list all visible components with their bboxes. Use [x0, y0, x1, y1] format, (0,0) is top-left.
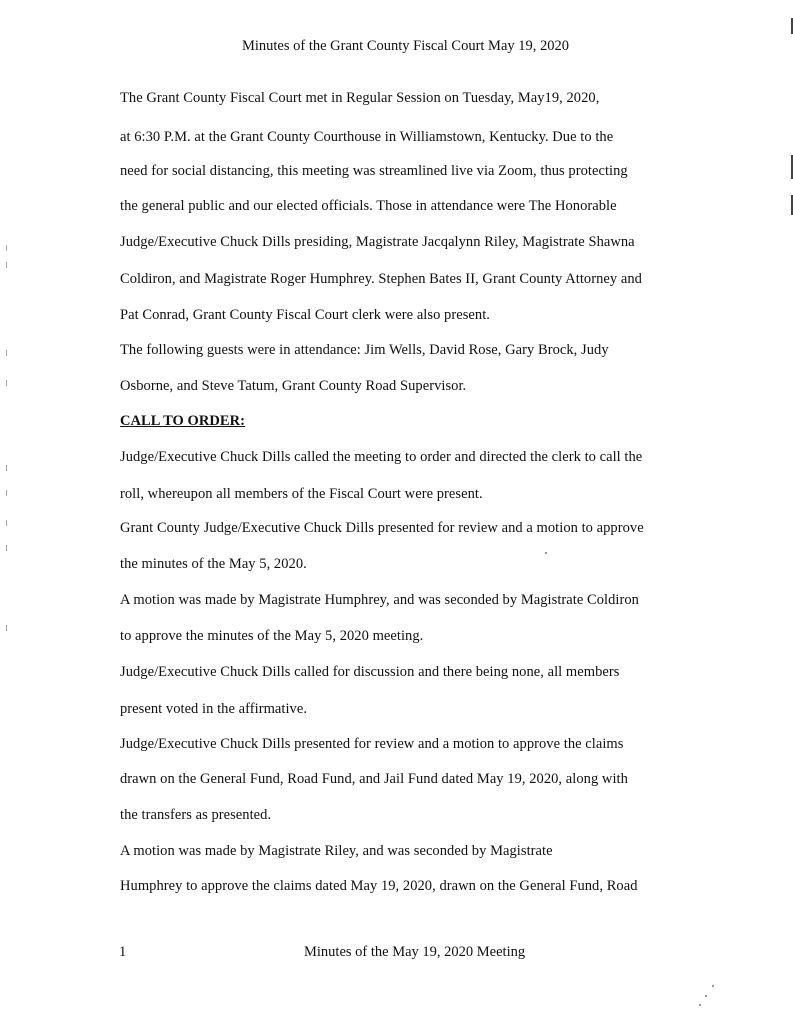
body-line: The following guests were in attendance: Jim Wells, David Rose, Gary Brock, Judy	[120, 342, 609, 358]
footer-text: Minutes of the May 19, 2020 Meeting	[304, 944, 526, 960]
scan-edge-mark	[6, 520, 7, 526]
body-line: Pat Conrad, Grant County Fiscal Court clerk were also present.	[120, 307, 490, 323]
body-line: roll, whereupon all members of the Fiscal Court were present.	[120, 486, 483, 502]
body-line: Judge/Executive Chuck Dills presiding, Magistrate Jacqalynn Riley, Magistrate Shawna	[120, 234, 635, 250]
body-line: Judge/Executive Chuck Dills called the meeting to order and directed the clerk to call the	[120, 449, 643, 465]
body-line: at 6:30 P.M. at the Grant County Courthouse in Williamstown, Kentucky. Due to the	[120, 129, 614, 145]
body-line: Humphrey to approve the claims dated May 19, 2020, drawn on the General Fund, Road	[120, 878, 638, 894]
body-line: to approve the minutes of the May 5, 2020 meeting.	[120, 628, 424, 644]
scan-edge-mark	[6, 490, 7, 496]
body-line: Judge/Executive Chuck Dills presented for review and a motion to approve the claims	[120, 736, 624, 752]
scan-smudge	[545, 552, 547, 554]
body-line: The Grant County Fiscal Court met in Regular Session on Tuesday, May19, 2020,	[120, 90, 600, 106]
scan-smudge	[705, 995, 707, 997]
body-line: the minutes of the May 5, 2020.	[120, 556, 307, 572]
body-line: Coldiron, and Magistrate Roger Humphrey. Stephen Bates II, Grant County Attorney and	[120, 271, 642, 287]
body-line: Osborne, and Steve Tatum, Grant County Road Supervisor.	[120, 378, 467, 394]
body-line: the general public and our elected officials. Those in attendance were The Honorable	[120, 198, 617, 214]
body-line: drawn on the General Fund, Road Fund, and Jail Fund dated May 19, 2020, along with	[120, 771, 628, 787]
body-line: need for social distancing, this meeting was streamlined live via Zoom, thus protecting	[120, 163, 628, 179]
scan-edge-mark	[6, 262, 7, 268]
section-heading: CALL TO ORDER:	[120, 413, 246, 429]
scan-smudge	[712, 985, 714, 987]
body-line: A motion was made by Magistrate Riley, and was seconded by Magistrate	[120, 843, 553, 859]
body-line: present voted in the affirmative.	[120, 701, 307, 717]
body-line: Grant County Judge/Executive Chuck Dills presented for review and a motion to approve	[120, 520, 644, 536]
body-line: A motion was made by Magistrate Humphrey, and was seconded by Magistrate Coldiron	[120, 592, 639, 608]
scan-edge-mark	[6, 465, 7, 471]
scan-edge-mark	[6, 245, 7, 251]
scan-smudge	[699, 1004, 701, 1006]
scan-edge-mark	[6, 380, 7, 386]
scan-edge-mark	[6, 350, 7, 356]
body-line: the transfers as presented.	[120, 807, 272, 823]
scan-edge-mark	[6, 545, 7, 551]
footer-page-number: 1	[119, 944, 127, 960]
scan-edge-mark	[6, 625, 7, 631]
body-line: Judge/Executive Chuck Dills called for discussion and there being none, all members	[120, 664, 620, 680]
page-header: Minutes of the Grant County Fiscal Court May 19, 2020	[241, 38, 570, 54]
